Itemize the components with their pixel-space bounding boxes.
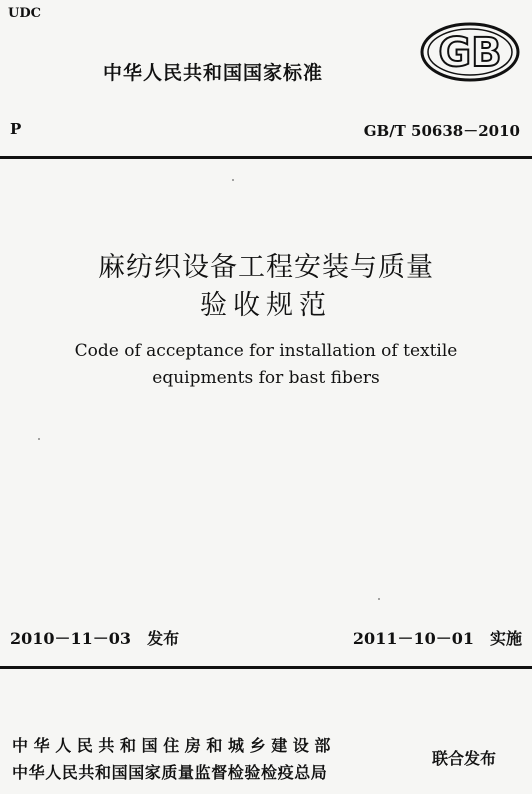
category-code: P	[10, 120, 22, 138]
scan-speck	[38, 438, 40, 440]
title-zh-line1: 麻纺织设备工程安装与质量	[98, 252, 434, 283]
gb-logo	[420, 22, 520, 82]
issuer-line2: 中华人民共和国国家质量监督检验检疫总局	[12, 763, 328, 782]
standard-number: GB/T 50638－2010	[363, 122, 520, 140]
title-en-line2: equipments for bast fibers	[152, 368, 380, 388]
title-en-line1: Code of acceptance for installation of textile	[74, 341, 458, 361]
scan-speck	[232, 179, 234, 181]
implementation-date: 2011－10－01 实施	[352, 629, 522, 648]
national-standard-heading: 中华人民共和国国家标准	[103, 62, 324, 84]
udc-label: UDC	[8, 6, 41, 21]
top-divider	[0, 156, 532, 159]
scan-speck	[378, 598, 380, 600]
bottom-divider	[0, 666, 532, 669]
joint-issue-label: 联合发布	[432, 749, 497, 768]
gb-logo-text: GB	[438, 30, 502, 76]
issue-date: 2010－11－03 发布	[10, 629, 180, 648]
issuer-line1: 中华人民共和国住房和城乡建设部	[12, 736, 337, 755]
title-zh-line2: 验收规范	[200, 290, 332, 321]
